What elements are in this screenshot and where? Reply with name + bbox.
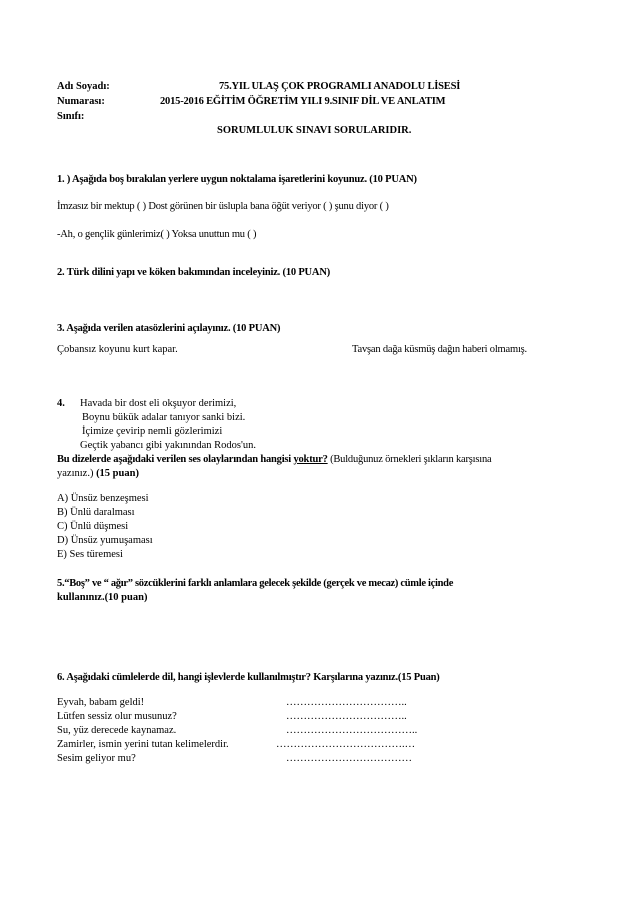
q4-option: C) Ünlü düşmesi (57, 521, 129, 532)
poem-line: Havada bir dost eli okşuyor derimizi, (80, 398, 237, 409)
exam-line: 2015-2016 EĞİTİM ÖĞRETİM YILI 9.SINIF DİL VE ANLATIM (160, 96, 446, 107)
q5-title: 5.“Boş” ve “ ağır” sözcüklerini farklı anlamlara gelecek şekilde (gerçek ve mecaz) cümle içinde (57, 578, 454, 589)
name-label: Adı Soyadı: (57, 81, 110, 92)
q6-answer-blank: ……………………………….… (276, 739, 416, 750)
q1-sentence-1: İmzasız bir mektup ( ) Dost görünen bir üslupla bana öğüt veriyor ( ) şunu diyor ( ) (57, 201, 389, 212)
q6-title: 6. Aşağıdaki cümlelerde dil, hangi işlevlerde kullanılmıştır? Karşılarına yazınız.(15 Puan) (57, 672, 440, 683)
q4-question-line-2-text: yazınız.) (57, 468, 94, 479)
school-name: 75.YIL ULAŞ ÇOK PROGRAMLI ANADOLU LİSESİ (219, 81, 461, 92)
q4-option: E) Ses türemesi (57, 549, 123, 560)
q4-option: B) Ünlü daralması (57, 507, 135, 518)
q4-question-line-2 (57, 467, 139, 480)
q4-option: A) Ünsüz benzeşmesi (57, 493, 149, 504)
q6-answer-blank: ……………………………….. (286, 725, 418, 736)
q4-question-text: Bu dizelerde aşağıdaki verilen ses olaylarından hangisi (57, 454, 294, 465)
class-label: Sınıfı: (57, 111, 85, 122)
q4-points: (15 puan) (96, 468, 139, 479)
exam-title: SORUMLULUK SINAVI SORULARIDIR. (217, 125, 412, 136)
q4-number: 4. (57, 398, 65, 409)
poem-line: Geçtik yabancı gibi yakınından Rodos'un. (80, 440, 256, 451)
q2-title: 2. Türk dilini yapı ve köken bakımından inceleyiniz. (10 PUAN) (57, 267, 330, 278)
q6-answer-blank: …………………………….. (286, 697, 407, 708)
number-label: Numarası: (57, 96, 105, 107)
q6-answer-blank: …………………………….. (286, 711, 407, 722)
q6-sentence: Sesim geliyor mu? (57, 753, 136, 764)
q4-question (57, 453, 492, 466)
q1-title: 1. ) Aşağıda boş bırakılan yerlere uygun noktalama işaretlerini koyunuz. (10 PUAN) (57, 174, 417, 185)
q5-title-line-2: kullanınız.(10 puan) (57, 592, 148, 603)
q3-proverb-1: Çobansız koyunu kurt kapar. (57, 344, 178, 355)
q4-question-emphasis: yoktur? (293, 454, 328, 465)
q6-sentence: Zamirler, ismin yerini tutan kelimelerdir. (57, 739, 229, 750)
q6-sentence: Su, yüz derecede kaynamaz. (57, 725, 177, 736)
q4-question-note: (Bulduğunuz örnekleri şıkların karşısına (327, 454, 492, 465)
q3-proverb-2: Tavşan dağa küsmüş dağın haberi olmamış. (352, 344, 527, 355)
q6-sentence: Eyvah, babam geldi! (57, 697, 145, 708)
q3-title: 3. Aşağıda verilen atasözlerini açılayınız. (10 PUAN) (57, 323, 281, 334)
poem-line: Boynu bükük adalar tanıyor sanki bizi. (82, 412, 246, 423)
poem-line: İçimize çevirip nemli gözlerimizi (82, 426, 223, 437)
q6-sentence: Lütfen sessiz olur musunuz? (57, 711, 177, 722)
q6-answer-blank: ……………………………… (286, 753, 412, 764)
q1-sentence-2: -Ah, o gençlik günlerimiz( ) Yoksa unuttun mu ( ) (57, 229, 257, 240)
q4-option: D) Ünsüz yumuşaması (57, 535, 153, 546)
